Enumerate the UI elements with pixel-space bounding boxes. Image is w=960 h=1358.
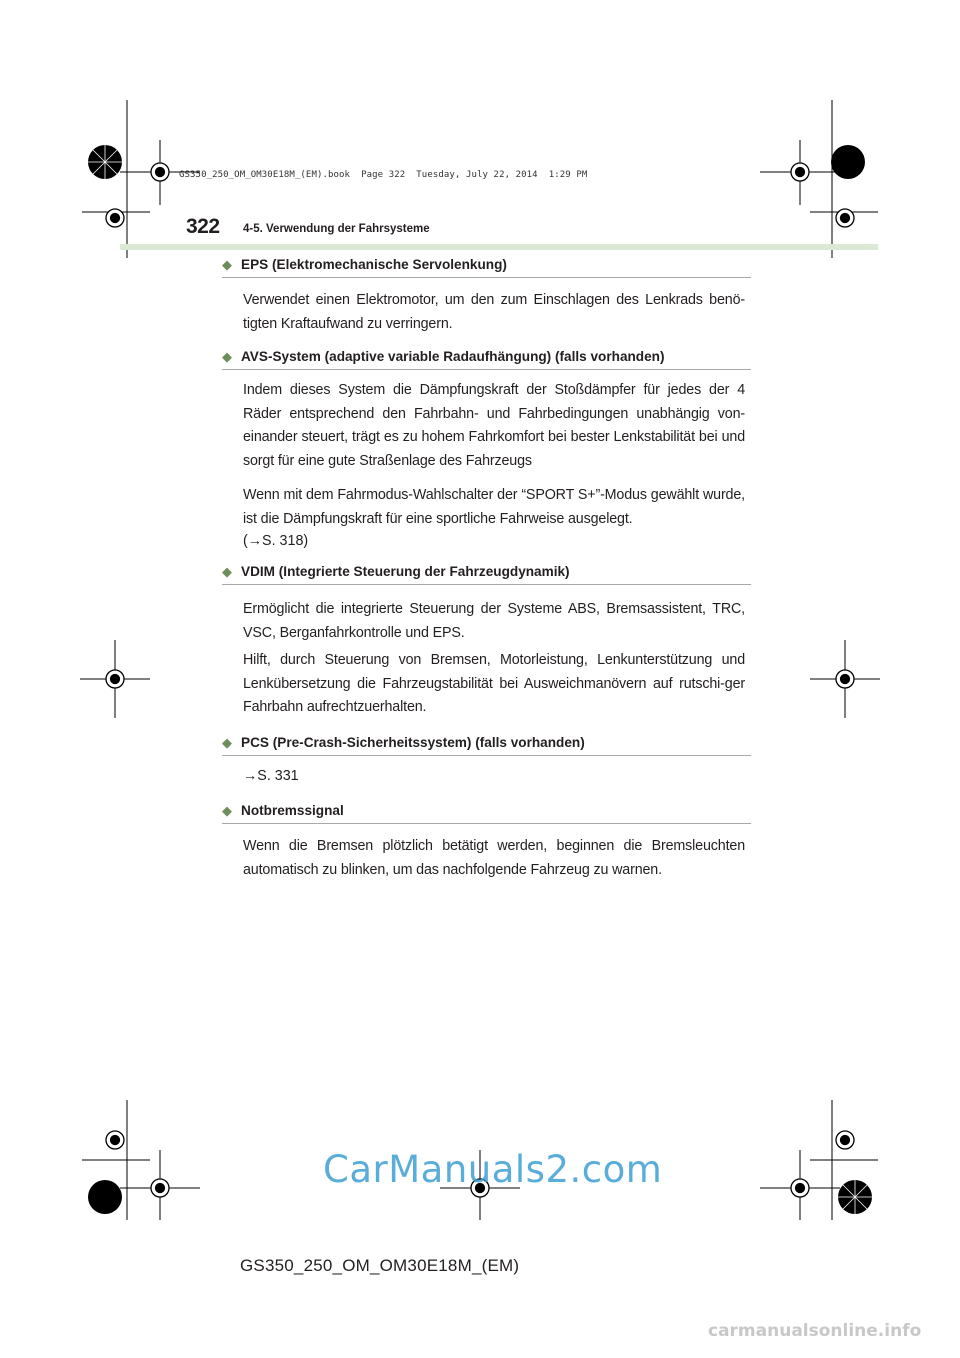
section-heading-avs: ◆ AVS-System (adaptive variable Radaufhängung) (falls vorhanden)	[222, 349, 665, 364]
section-heading-notbremssignal: ◆ Notbremssignal	[222, 803, 344, 818]
diamond-icon: ◆	[222, 257, 232, 272]
print-info: GS350_250_OM_OM30E18M_(EM).book Page 322 Tuesday, July 22, 2014 1:29 PM	[179, 170, 588, 180]
page-number: 322	[186, 215, 220, 238]
diamond-icon: ◆	[222, 564, 232, 579]
heading-rule	[222, 277, 751, 278]
diamond-icon: ◆	[222, 803, 232, 818]
page-reference: (→S. 318)	[243, 533, 309, 549]
section-heading-eps: ◆ EPS (Elektromechanische Servolenkung)	[222, 257, 507, 272]
heading-rule	[222, 584, 751, 585]
section-heading-vdim: ◆ VDIM (Integrierte Steuerung der Fahrzeugdynamik)	[222, 564, 570, 579]
paragraph: Wenn die Bremsen plötzlich betätigt werden, beginnen die Bremsleuchten automatisch zu blinken, um das nachfolgende Fahrzeug zu warnen.	[243, 838, 745, 878]
paragraph: Verwendet einen Elektromotor, um den zum Einschlagen des Lenkrads benö-tigten Kraftaufwand zu verringern.	[243, 292, 745, 332]
section-heading-pcs: ◆ PCS (Pre-Crash-Sicherheitssystem) (falls vorhanden)	[222, 735, 585, 750]
heading-rule	[222, 755, 751, 756]
paragraph: Wenn mit dem Fahrmodus-Wahlschalter der “SPORT S+”-Modus gewählt wurde, ist die Dämpfungskraft für eine sportliche Fahrweise ausgelegt.	[243, 487, 745, 527]
page-reference: →S. 331	[243, 768, 299, 784]
watermark-carmanualsonline: carmanualsonline.info	[708, 1321, 922, 1341]
section-title: 4-5. Verwendung der Fahrsysteme	[243, 223, 430, 235]
heading-rule	[222, 369, 751, 370]
diamond-icon: ◆	[222, 349, 232, 364]
heading-rule	[222, 823, 751, 824]
paragraph: Indem dieses System die Dämpfungskraft der Stoßdämpfer für jedes der 4 Räder entsprechend den Fahrbahn- und Fahrbedingungen unabhängig von-einander steuert, trägt es zu hohem Fahrkomfort bei bester Lenkstabilität bei und sorgt für eine gute Straßenlage des Fahrzeugs	[243, 382, 745, 469]
paragraph: Hilft, durch Steuerung von Bremsen, Motorleistung, Lenkunterstützung und Lenkübersetzung die Fahrzeugstabilität bei Ausweichmanövern auf rutschi-ger Fahrbahn aufrechtzuerhalten.	[243, 652, 745, 715]
paragraph: Ermöglicht die integrierte Steuerung der Systeme ABS, Bremsassistent, TRC, VSC, Berganfahrkontrolle und EPS.	[243, 601, 745, 641]
watermark-carmanuals: CarManuals2.com	[323, 1148, 663, 1191]
footer-code: GS350_250_OM_OM30E18M_(EM)	[240, 1256, 520, 1275]
diamond-icon: ◆	[222, 735, 232, 750]
header-rule	[120, 244, 878, 250]
